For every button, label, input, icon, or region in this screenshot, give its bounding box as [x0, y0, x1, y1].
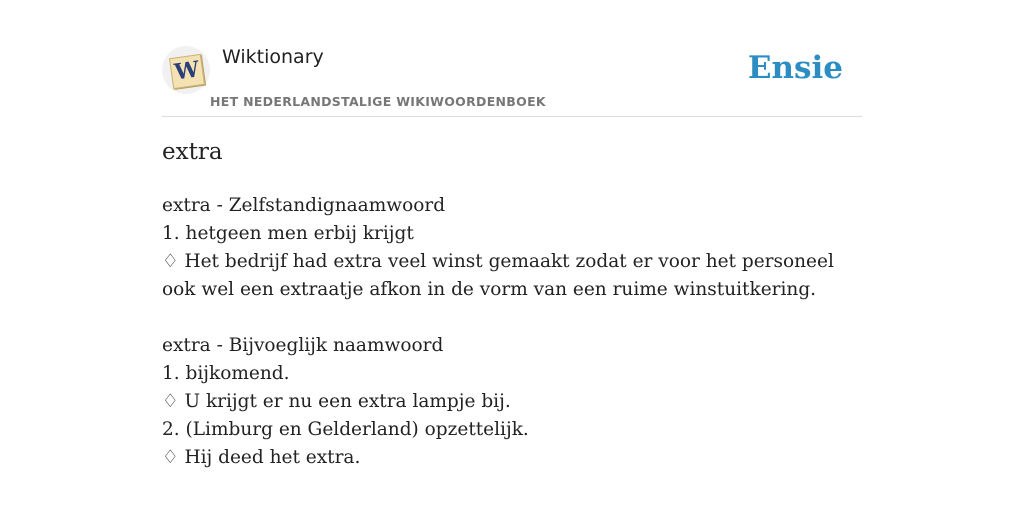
example-line: ♢ U krijgt er nu een extra lampje bij. [162, 391, 511, 412]
site-header [162, 40, 862, 117]
definition-line: 1. hetgeen men erbij krijgt [162, 223, 414, 244]
definition-line: 1. bijkomend. [162, 363, 290, 384]
entry-content [162, 192, 862, 472]
wiktionary-logo[interactable] [162, 46, 210, 94]
section-heading-noun: extra - Zelfstandignaamwoord [162, 195, 446, 216]
example-line: ♢ Hij deed het extra. [162, 447, 361, 468]
example-line: ♢ Het bedrijf had extra veel winst gemaakt zodat er voor het personeel ook wel een extraatje afkon in de vorm van een ruime winstuitkering. [162, 251, 834, 300]
ensie-brand-link[interactable]: Ensie [747, 50, 843, 86]
logo-tile-icon [169, 54, 205, 89]
site-tagline: HET NEDERLANDSTALIGE WIKIWOORDENBOEK [210, 94, 546, 109]
definition-line: 2. (Limburg en Gelderland) opzettelijk. [162, 419, 529, 440]
entry-title: extra [162, 139, 223, 165]
section-heading-adjective: extra - Bijvoeglijk naamwoord [162, 335, 444, 356]
logo-letter: W [172, 56, 201, 86]
site-name[interactable]: Wiktionary [222, 46, 324, 68]
section-spacer [162, 304, 862, 332]
